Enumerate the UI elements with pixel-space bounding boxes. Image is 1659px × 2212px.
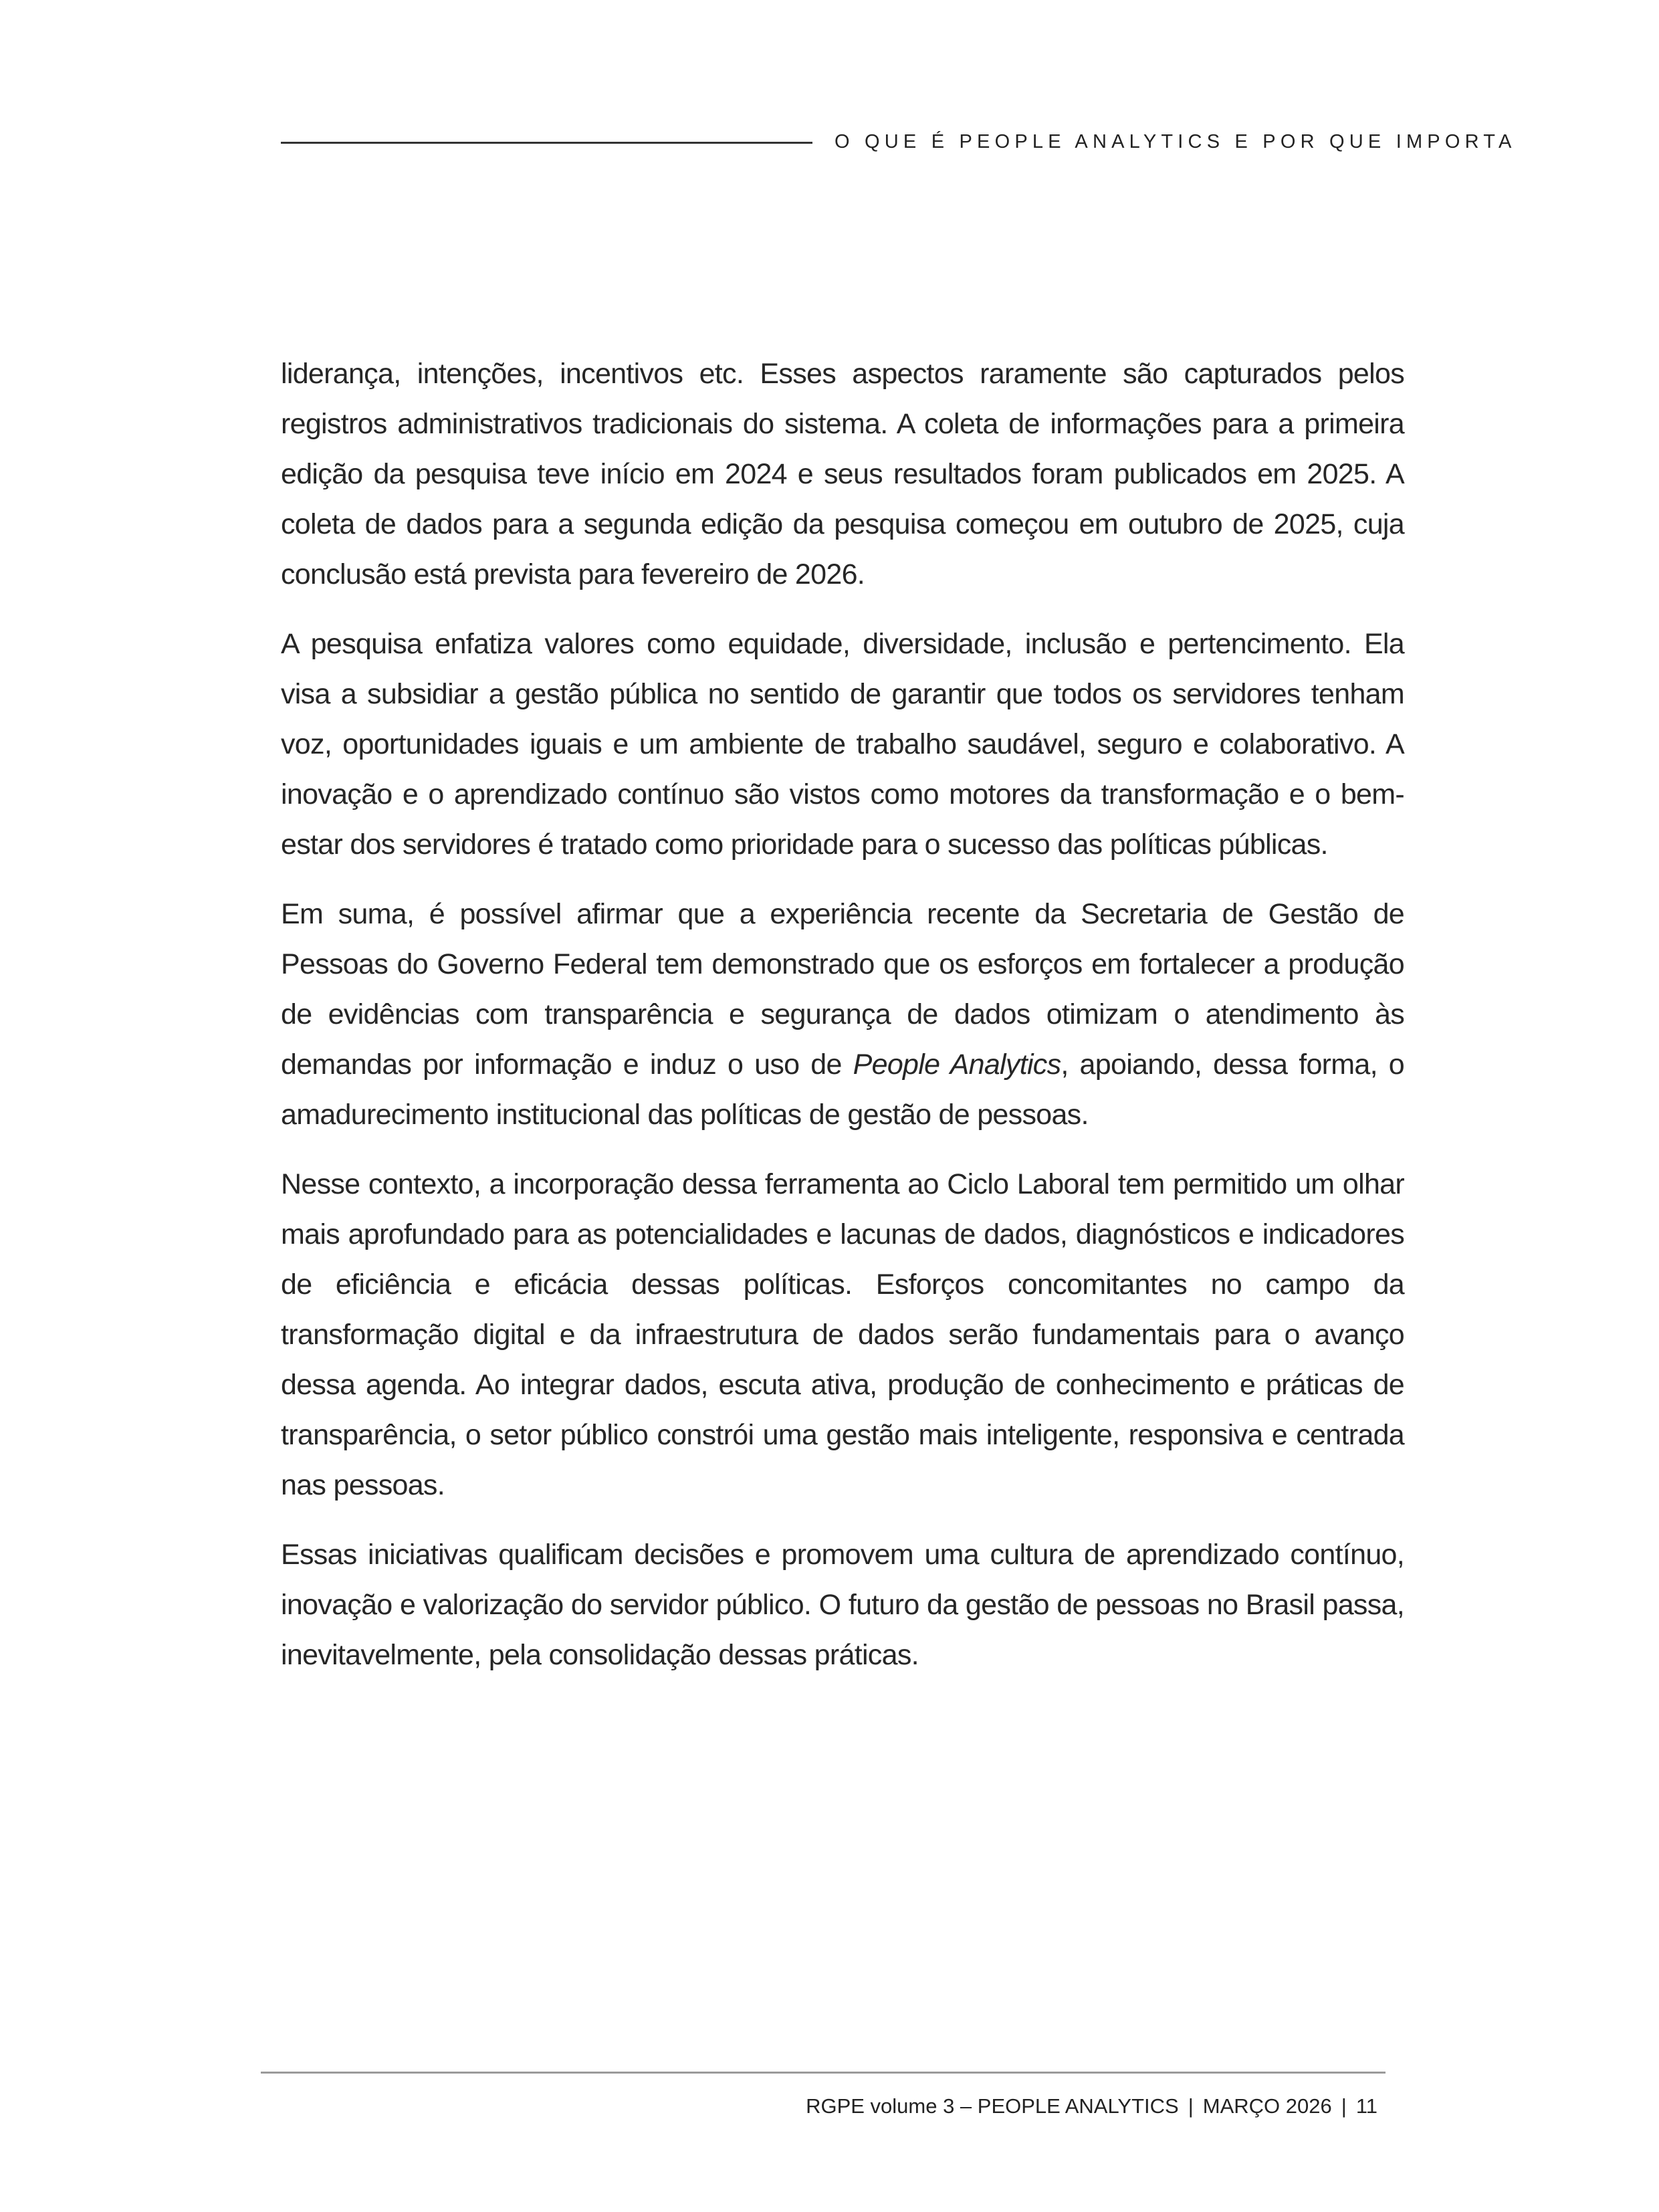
paragraph-1: liderança, intenções, incentivos etc. Esses aspectos raramente são capturados pelos registros administrativos tradicionais do sistema. A coleta de informações para a primeira edição da pesquisa teve início em 2024 e seus resultados foram publicados em 2025. A coleta de dados para a segunda edição da pesquisa começou em outubro de 2025, cuja conclusão está prevista para fevereiro de 2026. bbox=[281, 358, 1404, 590]
footer-date: MARÇO 2026 bbox=[1202, 2094, 1332, 2118]
footer-separator-1: | bbox=[1188, 2094, 1194, 2118]
page-number: 11 bbox=[1355, 2094, 1377, 2118]
footer-rule bbox=[261, 2072, 1386, 2074]
paragraph-3-text-end: , apoiando, dessa forma, o amadurecimento institucional das políticas de gestão de pessoas. bbox=[281, 1048, 1405, 1131]
paragraph-3 bbox=[281, 889, 1404, 1140]
paragraph-3-text-start: Em suma, é possível afirmar que a experiência recente da Secretaria de Gestão de Pessoas do Governo Federal tem demonstrado que os esforços em fortalecer a produção de evidências com transparência e segurança de dados otimizam o atendimento às demandas por informação e induz o uso de bbox=[281, 898, 1404, 1081]
running-header: O QUE É PEOPLE ANALYTICS E POR QUE IMPORTA bbox=[835, 131, 1517, 152]
footer-publication: RGPE volume 3 – PEOPLE ANALYTICS bbox=[806, 2094, 1179, 2118]
paragraph-2: A pesquisa enfatiza valores como equidade, diversidade, inclusão e pertencimento. Ela visa a subsidiar a gestão pública no sentido de garantir que todos os servidores tenham voz, oportunidades iguais e um ambiente de trabalho saudável, seguro e colaborativo. A inovação e o aprendizado contínuo são vistos como motores da transformação e o bem-estar dos servidores é tratado como prioridade para o sucesso das políticas públicas. bbox=[281, 628, 1404, 861]
paragraph-3-emphasis: People Analytics bbox=[853, 1048, 1061, 1081]
paragraph-4: Nesse contexto, a incorporação dessa ferramenta ao Ciclo Laboral tem permitido um olhar mais aprofundado para as potencialidades e lacunas de dados, diagnósticos e indicadores de eficiência e eficácia dessas políticas. Esforços concomitantes no campo da transformação digital e da infraestrutura de dados serão fundamentais para o avanço dessa agenda. Ao integrar dados, escuta ativa, produção de conhecimento e práticas de transparência, o setor público constrói uma gestão mais inteligente, responsiva e centrada nas pessoas. bbox=[281, 1168, 1404, 1501]
header-rule bbox=[281, 142, 812, 144]
footer-separator-2: | bbox=[1341, 2094, 1347, 2118]
paragraph-5: Essas iniciativas qualificam decisões e promovem uma cultura de aprendizado contínuo, inovação e valorização do servidor público. O futuro da gestão de pessoas no Brasil passa, inevitavelmente, pela consolidação dessas práticas. bbox=[281, 1539, 1404, 1671]
body-text bbox=[281, 349, 1404, 1700]
page-footer bbox=[669, 2093, 1377, 2120]
